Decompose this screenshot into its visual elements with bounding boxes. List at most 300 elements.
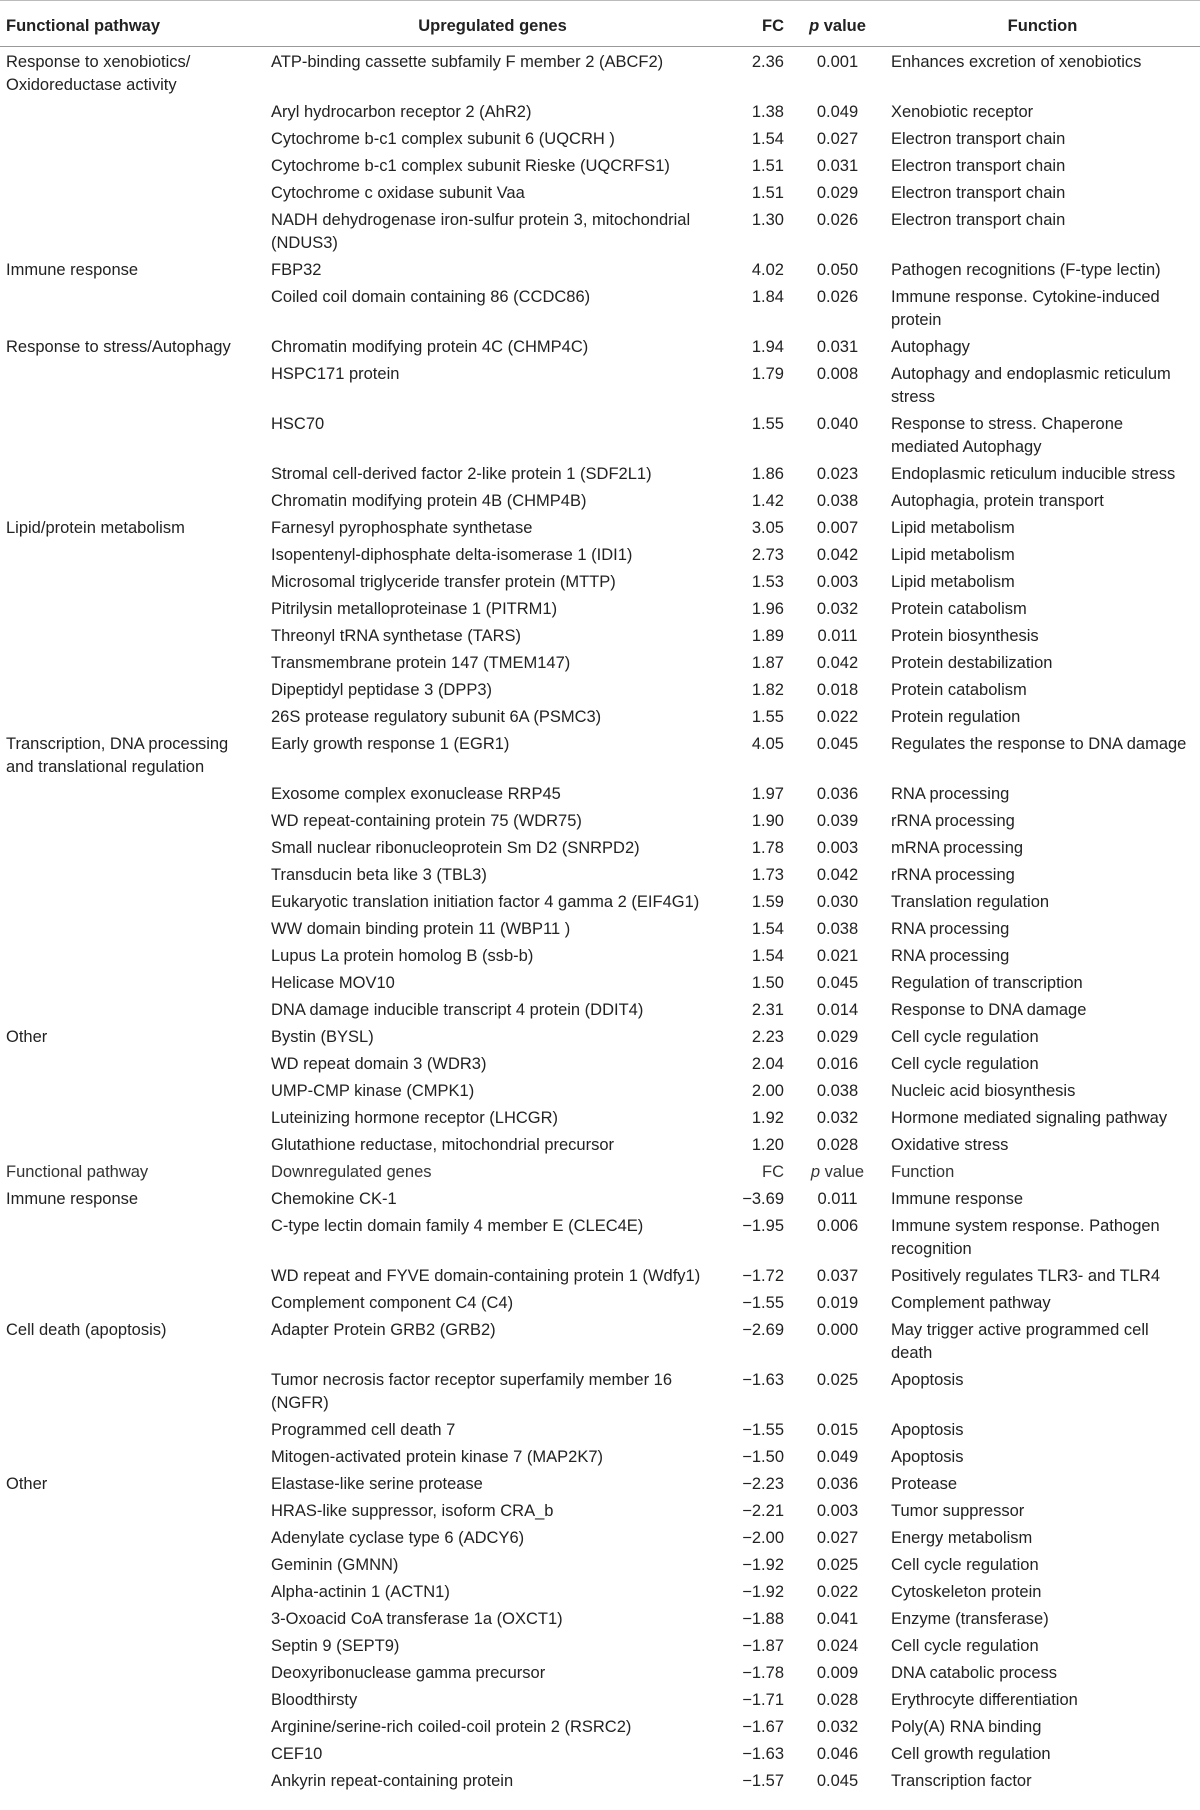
cell-fc: −1.87 xyxy=(742,1637,784,1655)
table-row xyxy=(0,1739,1200,1766)
cell-function: Positively regulates TLR3- and TLR4 xyxy=(891,1267,1161,1285)
cell-fc: −1.67 xyxy=(742,1718,784,1736)
cell-p-value: 0.021 xyxy=(816,947,859,965)
cell-function: Response to stress. Chaperone mediated Autophagy xyxy=(891,415,1124,456)
cell-p-value: 0.041 xyxy=(816,1610,859,1628)
cell-gene: Threonyl tRNA synthetase (TARS) xyxy=(271,627,522,645)
cell-fc: 1.51 xyxy=(751,157,784,175)
cell-pathway xyxy=(0,1550,265,1577)
cell-p-value: 0.032 xyxy=(816,600,859,618)
cell-pathway xyxy=(0,486,265,513)
cell-p-value: 0.049 xyxy=(816,1448,859,1466)
table-row xyxy=(0,675,1200,702)
cell-pathway: Transcription, DNA processing and translational regulation xyxy=(6,735,229,776)
cell-gene: NADH dehydrogenase iron-sulfur protein 3, mitochondrial (NDUS3) xyxy=(271,211,691,252)
cell-function: Nucleic acid biosynthesis xyxy=(891,1082,1076,1100)
cell-pathway: Lipid/protein metabolism xyxy=(6,519,185,537)
cell-p-value: 0.050 xyxy=(816,261,859,279)
table-row xyxy=(0,729,1200,779)
cell-function: Cell cycle regulation xyxy=(891,1637,1039,1655)
cell-function: Lipid metabolism xyxy=(891,546,1015,564)
cell-pathway xyxy=(0,779,265,806)
cell-fc: 1.87 xyxy=(751,654,784,672)
cell-p-value: 0.029 xyxy=(816,1028,859,1046)
cell-function: Erythrocyte differentiation xyxy=(891,1691,1078,1709)
cell-gene: Arginine/serine-rich coiled-coil protein 2 (RSRC2) xyxy=(271,1718,632,1736)
table-row xyxy=(0,1685,1200,1712)
cell-fc: 1.30 xyxy=(751,211,784,229)
table-row xyxy=(0,282,1200,332)
cell-gene: Bystin (BYSL) xyxy=(271,1028,374,1046)
cell-gene: CEF10 xyxy=(271,1745,323,1763)
cell-fc: −2.23 xyxy=(742,1475,784,1493)
cell-gene: HRAS-like suppressor, isoform CRA_b xyxy=(271,1502,554,1520)
header-fc: FC xyxy=(720,1,790,47)
table-row xyxy=(0,1496,1200,1523)
cell-pathway: Response to stress/Autophagy xyxy=(6,338,231,356)
table-row xyxy=(0,914,1200,941)
table-row xyxy=(0,1523,1200,1550)
cell-pathway xyxy=(0,540,265,567)
cell-p-value: 0.040 xyxy=(816,415,859,433)
cell-gene: Transducin beta like 3 (TBL3) xyxy=(271,866,487,884)
table-row xyxy=(0,1211,1200,1261)
cell-function: Endoplasmic reticulum inducible stress xyxy=(891,465,1176,483)
cell-pathway xyxy=(0,178,265,205)
cell-function: Pathogen recognitions (F-type lectin) xyxy=(891,261,1161,279)
cell-function: Hormone mediated signaling pathway xyxy=(891,1109,1168,1127)
table-row xyxy=(0,1577,1200,1604)
cell-function: Electron transport chain xyxy=(891,211,1066,229)
cell-gene: Bloodthirsty xyxy=(271,1691,358,1709)
cell-p-value: 0.015 xyxy=(816,1421,859,1439)
table-row xyxy=(0,594,1200,621)
cell-pathway xyxy=(0,1049,265,1076)
cell-p-value: 0.022 xyxy=(816,708,859,726)
cell-p-value: 0.003 xyxy=(816,573,859,591)
cell-p-value: 0.049 xyxy=(816,103,859,121)
cell-pathway xyxy=(0,1288,265,1315)
cell-pathway: Immune response xyxy=(6,261,139,279)
cell-pathway xyxy=(0,1076,265,1103)
cell-p-value: 0.007 xyxy=(816,519,859,537)
table-row xyxy=(0,459,1200,486)
cell-pathway: Response to xenobiotics/ Oxidoreductase activity xyxy=(6,53,191,94)
table-row xyxy=(0,1049,1200,1076)
cell-gene: Elastase-like serine protease xyxy=(271,1475,483,1493)
cell-gene: Downregulated genes xyxy=(271,1163,432,1181)
cell-function: Cell cycle regulation xyxy=(891,1055,1039,1073)
cell-function: Electron transport chain xyxy=(891,184,1066,202)
table-row xyxy=(0,806,1200,833)
cell-gene: C-type lectin domain family 4 member E (CLEC4E) xyxy=(271,1217,644,1235)
cell-function: rRNA processing xyxy=(891,866,1015,884)
table-body xyxy=(0,47,1200,1798)
cell-gene: Tumor necrosis factor receptor superfamily member 16 (NGFR) xyxy=(271,1371,673,1412)
cell-gene: HSPC171 protein xyxy=(271,365,400,383)
cell-gene: Complement component C4 (C4) xyxy=(271,1294,514,1312)
cell-fc: FC xyxy=(762,1163,784,1181)
cell-p-value: 0.042 xyxy=(816,866,859,884)
cell-function: Protein biosynthesis xyxy=(891,627,1039,645)
table-row xyxy=(0,621,1200,648)
cell-function: Lipid metabolism xyxy=(891,573,1015,591)
cell-pathway: Functional pathway xyxy=(6,1163,149,1181)
cell-p-value: 0.006 xyxy=(816,1217,859,1235)
header-function: Function xyxy=(885,1,1200,47)
cell-function: Protein regulation xyxy=(891,708,1021,726)
cell-pathway xyxy=(0,860,265,887)
cell-p-value: 0.026 xyxy=(816,288,859,306)
cell-fc: 4.02 xyxy=(751,261,784,279)
cell-pathway xyxy=(0,1103,265,1130)
table-row xyxy=(0,1184,1200,1211)
table-row xyxy=(0,860,1200,887)
cell-gene: Adapter Protein GRB2 (GRB2) xyxy=(271,1321,496,1339)
table-row xyxy=(0,1631,1200,1658)
table-row xyxy=(0,567,1200,594)
cell-fc: 4.05 xyxy=(751,735,784,753)
cell-function: Poly(A) RNA binding xyxy=(891,1718,1042,1736)
cell-gene: Cytochrome c oxidase subunit Vaa xyxy=(271,184,525,202)
cell-p-value: 0.024 xyxy=(816,1637,859,1655)
cell-function: Electron transport chain xyxy=(891,130,1066,148)
cell-fc: −2.69 xyxy=(742,1321,784,1339)
table-row xyxy=(0,1022,1200,1049)
cell-gene: Exosome complex exonuclease RRP45 xyxy=(271,785,561,803)
cell-pathway xyxy=(0,1658,265,1685)
cell-gene: WW domain binding protein 11 (WBP11 ) xyxy=(271,920,571,938)
cell-fc: −1.63 xyxy=(742,1745,784,1763)
cell-p-value: 0.038 xyxy=(816,920,859,938)
cell-fc: 1.59 xyxy=(751,893,784,911)
cell-p-value: 0.001 xyxy=(816,53,859,71)
header-p-italic: p xyxy=(809,17,820,35)
cell-gene: WD repeat-containing protein 75 (WDR75) xyxy=(271,812,582,830)
cell-p-value: 0.036 xyxy=(816,785,859,803)
cell-pathway xyxy=(0,205,265,255)
cell-p-value: 0.025 xyxy=(816,1371,859,1389)
cell-pathway xyxy=(0,941,265,968)
cell-gene: Cytochrome b-c1 complex subunit 6 (UQCRH ) xyxy=(271,130,615,148)
cell-function: DNA catabolic process xyxy=(891,1664,1057,1682)
cell-gene: Alpha-actinin 1 (ACTN1) xyxy=(271,1583,450,1601)
cell-function: Function xyxy=(891,1163,955,1181)
table-row xyxy=(0,1712,1200,1739)
table-row xyxy=(0,779,1200,806)
cell-gene: Transmembrane protein 147 (TMEM147) xyxy=(271,654,571,672)
table-row xyxy=(0,702,1200,729)
cell-function: Translation regulation xyxy=(891,893,1050,911)
cell-p-italic xyxy=(811,1163,864,1181)
cell-function: Autophagy and endoplasmic reticulum stress xyxy=(891,365,1171,406)
header-p-rest: value xyxy=(819,17,866,35)
cell-function: Immune system response. Pathogen recognition xyxy=(891,1217,1160,1258)
cell-p-value: 0.011 xyxy=(817,627,858,645)
cell-fc: 1.38 xyxy=(751,103,784,121)
cell-function: Response to DNA damage xyxy=(891,1001,1087,1019)
cell-gene: Pitrilysin metalloproteinase 1 (PITRM1) xyxy=(271,600,558,618)
table-header xyxy=(0,1,1200,47)
cell-p-value: 0.011 xyxy=(817,1190,858,1208)
cell-function: Cell growth regulation xyxy=(891,1745,1051,1763)
cell-fc: −1.71 xyxy=(742,1691,784,1709)
cell-p-value: 0.042 xyxy=(816,546,859,564)
cell-pathway xyxy=(0,887,265,914)
table-row xyxy=(0,1442,1200,1469)
cell-gene: FBP32 xyxy=(271,261,322,279)
cell-pathway xyxy=(0,151,265,178)
cell-fc: 1.54 xyxy=(751,920,784,938)
table-row xyxy=(0,1766,1200,1797)
table-row xyxy=(0,1076,1200,1103)
cell-p-value: 0.032 xyxy=(816,1109,859,1127)
cell-function: Lipid metabolism xyxy=(891,519,1015,537)
cell-p-value: 0.046 xyxy=(816,1745,859,1763)
cell-gene: Luteinizing hormone receptor (LHCGR) xyxy=(271,1109,559,1127)
cell-pathway: Immune response xyxy=(6,1190,139,1208)
header-genes: Upregulated genes xyxy=(265,1,720,47)
p-letter: p xyxy=(810,1163,821,1181)
cell-pathway xyxy=(0,648,265,675)
cell-gene: UMP-CMP kinase (CMPK1) xyxy=(271,1082,475,1100)
cell-gene: Geminin (GMNN) xyxy=(271,1556,399,1574)
cell-p-value: 0.030 xyxy=(816,893,859,911)
subheader-row xyxy=(0,1157,1200,1184)
cell-p-value xyxy=(790,1157,885,1184)
cell-p-value: 0.014 xyxy=(816,1001,859,1019)
cell-pathway xyxy=(0,1712,265,1739)
cell-p-value: 0.003 xyxy=(816,1502,859,1520)
cell-fc: 1.84 xyxy=(751,288,784,306)
table-row xyxy=(0,1103,1200,1130)
cell-gene: Programmed cell death 7 xyxy=(271,1421,456,1439)
cell-gene: Stromal cell-derived factor 2-like protein 1 (SDF2L1) xyxy=(271,465,652,483)
cell-pathway xyxy=(0,914,265,941)
cell-pathway xyxy=(0,567,265,594)
cell-function: Regulates the response to DNA damage xyxy=(891,735,1187,753)
table-row xyxy=(0,205,1200,255)
cell-fc: 3.05 xyxy=(751,519,784,537)
cell-pathway xyxy=(0,409,265,459)
cell-gene: Dipeptidyl peptidase 3 (DPP3) xyxy=(271,681,493,699)
table-row xyxy=(0,513,1200,540)
cell-gene: Eukaryotic translation initiation factor 4 gamma 2 (EIF4G1) xyxy=(271,893,700,911)
table-row xyxy=(0,97,1200,124)
cell-fc: −1.92 xyxy=(742,1583,784,1601)
header-pathway: Functional pathway xyxy=(0,1,265,47)
cell-pathway xyxy=(0,1211,265,1261)
cell-gene: Farnesyl pyrophosphate synthetase xyxy=(271,519,533,537)
cell-gene: DNA damage inducible transcript 4 protein (DDIT4) xyxy=(271,1001,644,1019)
cell-p-value: 0.009 xyxy=(816,1664,859,1682)
cell-function: mRNA processing xyxy=(891,839,1024,857)
cell-pathway xyxy=(0,995,265,1022)
table-row xyxy=(0,1288,1200,1315)
cell-function: Transcription factor xyxy=(891,1772,1032,1790)
cell-p-value: 0.026 xyxy=(816,211,859,229)
cell-fc: 1.96 xyxy=(751,600,784,618)
cell-fc: 1.78 xyxy=(751,839,784,857)
table-row xyxy=(0,47,1200,98)
cell-function: Apoptosis xyxy=(891,1421,964,1439)
cell-fc: −1.55 xyxy=(742,1294,784,1312)
cell-gene: Early growth response 1 (EGR1) xyxy=(271,735,510,753)
cell-pathway xyxy=(0,124,265,151)
cell-pathway xyxy=(0,1523,265,1550)
cell-p-value: 0.031 xyxy=(816,157,859,175)
cell-pathway: Other xyxy=(6,1475,48,1493)
cell-function: Energy metabolism xyxy=(891,1529,1033,1547)
cell-gene: Chromatin modifying protein 4C (CHMP4C) xyxy=(271,338,589,356)
header-p-value xyxy=(790,1,885,47)
cell-fc: 2.23 xyxy=(751,1028,784,1046)
cell-gene: Lupus La protein homolog B (ssb-b) xyxy=(271,947,534,965)
cell-function: Protease xyxy=(891,1475,958,1493)
cell-gene: ATP-binding cassette subfamily F member 2 (ABCF2) xyxy=(271,53,664,71)
table-row xyxy=(0,648,1200,675)
cell-fc: −1.88 xyxy=(742,1610,784,1628)
cell-fc: −1.72 xyxy=(742,1267,784,1285)
cell-gene: Cytochrome b-c1 complex subunit Rieske (UQCRFS1) xyxy=(271,157,670,175)
cell-fc: −1.78 xyxy=(742,1664,784,1682)
table-row xyxy=(0,486,1200,513)
cell-pathway xyxy=(0,702,265,729)
cell-fc: 1.90 xyxy=(751,812,784,830)
cell-fc: 2.73 xyxy=(751,546,784,564)
cell-p-value: 0.023 xyxy=(816,465,859,483)
cell-pathway xyxy=(0,675,265,702)
table-row xyxy=(0,1550,1200,1577)
cell-p-value: 0.029 xyxy=(816,184,859,202)
cell-function: Apoptosis xyxy=(891,1371,964,1389)
cell-p-value: 0.031 xyxy=(816,338,859,356)
cell-fc: 1.89 xyxy=(751,627,784,645)
table-row xyxy=(0,1315,1200,1365)
table-row xyxy=(0,332,1200,359)
cell-function: May trigger active programmed cell death xyxy=(891,1321,1149,1362)
cell-function: Cytoskeleton protein xyxy=(891,1583,1042,1601)
cell-gene: Small nuclear ribonucleoprotein Sm D2 (SNRPD2) xyxy=(271,839,640,857)
table-row xyxy=(0,1658,1200,1685)
cell-fc: 1.73 xyxy=(751,866,784,884)
cell-gene: WD repeat and FYVE domain-containing protein 1 (Wdfy1) xyxy=(271,1267,701,1285)
cell-p-value: 0.027 xyxy=(816,1529,859,1547)
cell-fc: −1.63 xyxy=(742,1371,784,1389)
cell-pathway xyxy=(0,1739,265,1766)
cell-pathway xyxy=(0,806,265,833)
table-row xyxy=(0,887,1200,914)
cell-p-value: 0.042 xyxy=(816,654,859,672)
cell-gene: Coiled coil domain containing 86 (CCDC86) xyxy=(271,288,591,306)
cell-function: Regulation of transcription xyxy=(891,974,1083,992)
cell-pathway xyxy=(0,282,265,332)
cell-gene: Septin 9 (SEPT9) xyxy=(271,1637,400,1655)
cell-function: RNA processing xyxy=(891,920,1010,938)
cell-gene: Chemokine CK-1 xyxy=(271,1190,397,1208)
cell-p-value: 0.016 xyxy=(816,1055,859,1073)
cell-fc: 2.00 xyxy=(751,1082,784,1100)
cell-pathway xyxy=(0,1766,265,1797)
cell-function: rRNA processing xyxy=(891,812,1015,830)
table-row xyxy=(0,1365,1200,1415)
p-rest: value xyxy=(820,1163,865,1181)
cell-pathway: Other xyxy=(6,1028,48,1046)
cell-pathway xyxy=(0,1442,265,1469)
cell-fc: 1.92 xyxy=(751,1109,784,1127)
table-row xyxy=(0,968,1200,995)
cell-pathway xyxy=(0,1631,265,1658)
cell-fc: −2.00 xyxy=(742,1529,784,1547)
cell-p-value: 0.018 xyxy=(816,681,859,699)
cell-pathway xyxy=(0,97,265,124)
cell-fc: 1.86 xyxy=(751,465,784,483)
cell-function: Protein catabolism xyxy=(891,681,1027,699)
table-row xyxy=(0,1415,1200,1442)
cell-p-value: 0.008 xyxy=(816,365,859,383)
cell-gene: HSC70 xyxy=(271,415,325,433)
cell-function: Protein destabilization xyxy=(891,654,1053,672)
cell-p-value: 0.019 xyxy=(816,1294,859,1312)
cell-fc: 1.55 xyxy=(751,415,784,433)
cell-pathway: Cell death (apoptosis) xyxy=(6,1321,167,1339)
table-row xyxy=(0,178,1200,205)
cell-p-value: 0.037 xyxy=(816,1267,859,1285)
cell-fc: 1.82 xyxy=(751,681,784,699)
cell-gene: Mitogen-activated protein kinase 7 (MAP2K7) xyxy=(271,1448,603,1466)
table-row xyxy=(0,1469,1200,1496)
cell-p-value: 0.032 xyxy=(816,1718,859,1736)
table-row xyxy=(0,359,1200,409)
cell-pathway xyxy=(0,1604,265,1631)
table-row xyxy=(0,1261,1200,1288)
cell-p-value: 0.022 xyxy=(816,1583,859,1601)
cell-fc: 1.42 xyxy=(751,492,784,510)
cell-fc: −1.95 xyxy=(742,1217,784,1235)
table-row xyxy=(0,833,1200,860)
cell-pathway xyxy=(0,621,265,648)
cell-pathway xyxy=(0,968,265,995)
cell-pathway xyxy=(0,1415,265,1442)
cell-function: Autophagia, protein transport xyxy=(891,492,1104,510)
cell-fc: 2.36 xyxy=(751,53,784,71)
table-row xyxy=(0,151,1200,178)
cell-gene: Helicase MOV10 xyxy=(271,974,395,992)
table-row xyxy=(0,409,1200,459)
cell-gene: Deoxyribonuclease gamma precursor xyxy=(271,1664,546,1682)
cell-function: Cell cycle regulation xyxy=(891,1028,1039,1046)
cell-function: RNA processing xyxy=(891,785,1010,803)
cell-pathway xyxy=(0,459,265,486)
cell-fc: −1.50 xyxy=(742,1448,784,1466)
cell-function: Cell cycle regulation xyxy=(891,1556,1039,1574)
cell-gene: Adenylate cyclase type 6 (ADCY6) xyxy=(271,1529,525,1547)
cell-gene: Chromatin modifying protein 4B (CHMP4B) xyxy=(271,492,587,510)
cell-pathway xyxy=(0,833,265,860)
cell-pathway xyxy=(0,1130,265,1157)
table-row xyxy=(0,1130,1200,1157)
cell-p-value: 0.000 xyxy=(816,1321,859,1339)
cell-function: Complement pathway xyxy=(891,1294,1051,1312)
cell-function: Enzyme (transferase) xyxy=(891,1610,1049,1628)
cell-fc: 1.54 xyxy=(751,130,784,148)
cell-pathway xyxy=(0,1261,265,1288)
header-row xyxy=(0,1,1200,47)
table-row xyxy=(0,255,1200,282)
cell-gene: Glutathione reductase, mitochondrial precursor xyxy=(271,1136,615,1154)
cell-p-value: 0.045 xyxy=(816,735,859,753)
cell-p-value: 0.003 xyxy=(816,839,859,857)
